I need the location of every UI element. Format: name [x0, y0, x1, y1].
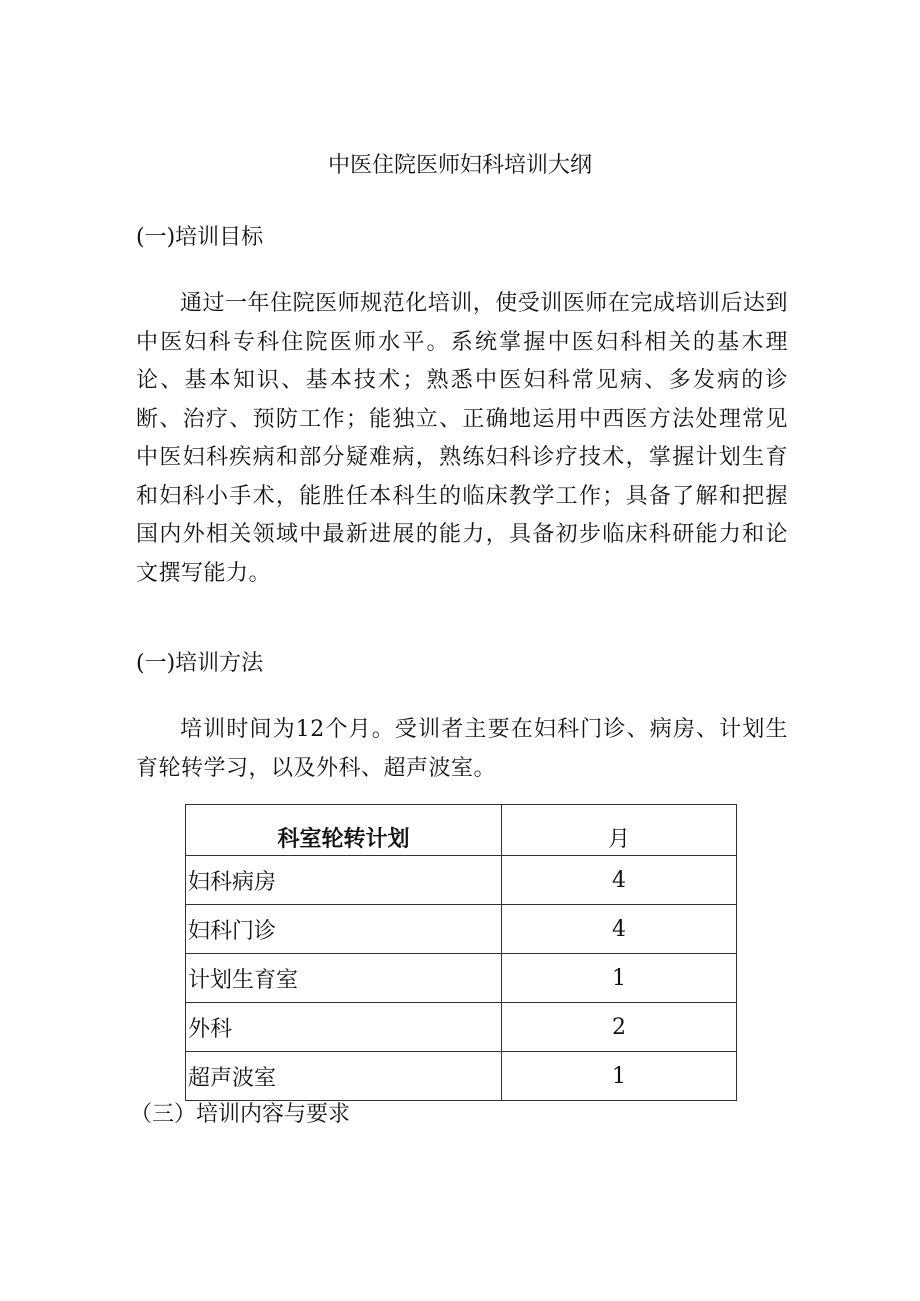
months-cell: 1: [502, 1052, 737, 1101]
section-heading-training-content: （三）培训内容与要求: [130, 1102, 351, 1127]
rotation-plan-table: [185, 804, 737, 1101]
months-cell: 4: [502, 905, 737, 954]
training-goals-paragraph: 通过一年住院医师规范化培训，使受训医师在完成培训后达到中医妇科专科住院医师水平。系统掌握中医妇科相关的基木理论、基本知识、基本技术；熟悉中医妇科常见病、多发病的诊断、治疗、预防工作；能独立、正确地运用中西医方法处理常见中医妇科疾病和部分疑难病，熟练妇科诊疗技术，掌握计划生育和妇科小手术，能胜任本科生的临床教学工作；具备了解和把握国内外相关领域中最新进展的能力，具备初步临床科研能力和论文撰写能力。: [136, 291, 788, 586]
dept-cell: 外科: [186, 1003, 502, 1052]
dept-cell: 妇科门诊: [186, 905, 502, 954]
table-header-row: [186, 805, 737, 856]
months-cell: 1: [502, 954, 737, 1003]
dept-cell: 计划生育室: [186, 954, 502, 1003]
table-row: [186, 1052, 737, 1101]
header-department-rotation: 科室轮转计划: [186, 805, 502, 856]
section-heading-training-goals: (一)培训目标: [136, 225, 264, 250]
dept-cell: 超声波室: [186, 1052, 502, 1101]
months-cell: 4: [502, 856, 737, 905]
document-title: 中医住院医师妇科培训大纲: [327, 153, 592, 178]
training-methods-paragraph: 培训时间为12个月。受训者主要在妇科门诊、病房、计划生育轮转学习，以及外科、超声波室。: [136, 717, 788, 781]
header-month: 月: [502, 805, 737, 856]
table-row: [186, 1003, 737, 1052]
section-heading-training-methods: (一)培训方法: [136, 651, 264, 676]
table-row: [186, 954, 737, 1003]
dept-cell: 妇科病房: [186, 856, 502, 905]
table-row: [186, 856, 737, 905]
months-cell: 2: [502, 1003, 737, 1052]
table-row: [186, 905, 737, 954]
